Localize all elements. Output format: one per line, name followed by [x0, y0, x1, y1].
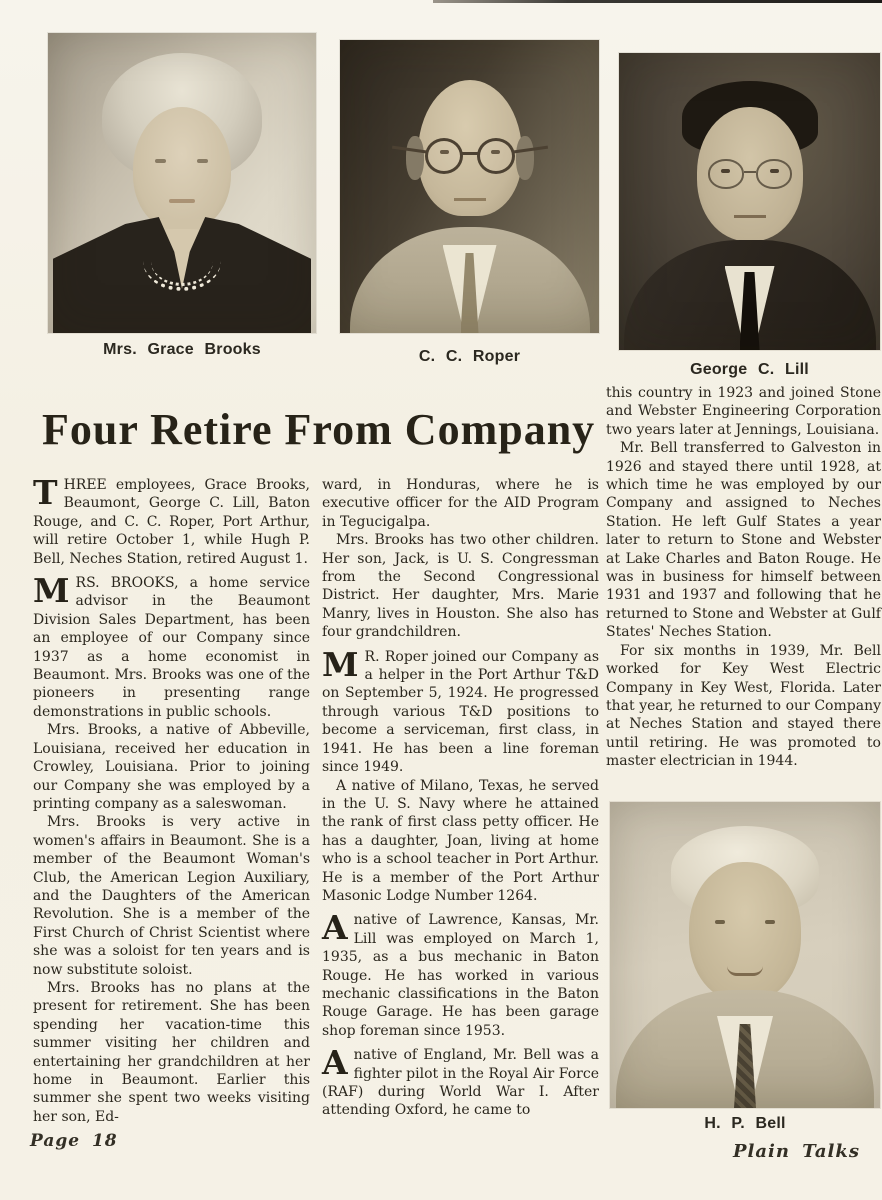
photo-hp-bell	[610, 802, 880, 1108]
photo-grace-brooks	[48, 33, 316, 333]
suit-shape	[350, 227, 590, 333]
paragraph: Mrs. Brooks has no plans at the present for retirement. She has been spending her vacation-time this summer visiting her children and entertaining her grandchildren at her home in Beaumont. Earlier this summer she spent two weeks visiting her son, Ed-	[33, 979, 310, 1125]
suit-shape	[624, 240, 876, 350]
paragraph: Mr. Bell transferred to Galveston in 1926 and stayed there until 1928, at which time he was employed by our Company and assigned to Neches Station. He left Gulf States a year later to return to Stone and Webster at Lake Charles and Baton Rouge. He was in business for himself between 1931 and 1937 and following that he returned to Stone and Webster at Gulf States' Neches Station.	[606, 440, 881, 641]
dropcap: M	[322, 644, 359, 684]
tie-shape	[740, 272, 760, 350]
eye-shape	[155, 159, 166, 163]
eye-shape	[197, 159, 208, 163]
tie-shape	[461, 253, 479, 333]
dropcap: M	[33, 571, 70, 611]
face-shape	[697, 107, 803, 241]
tie-shape	[734, 1024, 756, 1108]
dress-shape	[53, 217, 311, 333]
dropcap: T	[33, 473, 58, 512]
article-column-3	[606, 384, 881, 771]
article-column-1	[33, 473, 310, 1126]
paragraph: Mrs. Brooks is very active in women's affairs in Beaumont. She is a member of the Beaumont Woman's Club, the American Legion Auxiliary, and the Daughters of the American Revolution. She is a member of the First Church of Christ Scientist where she was a soloist for ten years and is now substitute soloist.	[33, 814, 310, 978]
hair-shape	[516, 136, 534, 180]
paragraph-text: HREE employees, Grace Brooks, Beaumont, George C. Lill, Baton Rouge, and C. C. Roper, Port Arthur, will retire October 1, while Hugh P. Bell, Neches Station, retired August 1.	[33, 477, 310, 567]
photo-caption-roper: C. C. Roper	[418, 348, 521, 365]
paragraph: Mrs. Brooks has two other children. Her son, Jack, is U. S. Congressman from the Second Congressional District. Her daughter, Mrs. Marie Manry, lives in Houston. She also has four grandchildren.	[322, 532, 599, 641]
eye-shape	[440, 150, 449, 154]
paragraph-text: RS. BROOKS, a home service advisor in the Beaumont Division Sales Department, has been an employee of our Company since 1937 as a home economist in Beaumont. Mrs. Brooks was one of the pioneers in presenting range demonstrations in public schools.	[33, 575, 310, 720]
face-shape	[418, 80, 522, 216]
mouth-shape	[169, 199, 195, 203]
paragraph	[322, 644, 599, 777]
dropcap: A	[322, 908, 348, 948]
glasses-shape	[425, 138, 463, 174]
paragraph	[322, 908, 599, 1040]
hair-shape	[671, 826, 819, 914]
hair-shape	[682, 81, 818, 153]
article-title: Four Retire From Company	[42, 405, 596, 454]
shirt-shape	[717, 1016, 773, 1108]
face-shape	[689, 862, 801, 1002]
chest-shape	[112, 229, 252, 333]
glasses-shape	[462, 152, 478, 155]
glasses-shape	[477, 138, 515, 174]
paragraph: Mrs. Brooks, a native of Abbeville, Louisiana, received her education in Crowley, Louisiana. Prior to joining our Company she was employed by a printing company as a saleswoman.	[33, 722, 310, 812]
paragraph-text: native of Lawrence, Kansas, Mr. Lill was employed on March 1, 1935, as a bus mechanic in Baton Rouge. He has worked in various mechanic classifications in the Baton Rouge Garage. He has been garage shop foreman since 1953.	[322, 912, 599, 1039]
photo-cc-roper	[340, 40, 599, 333]
glasses-shape	[756, 159, 792, 189]
paragraph: ward, in Honduras, where he is executive officer for the AID Program in Tegucigalpa.	[322, 477, 599, 530]
paragraph-text: R. Roper joined our Company as a helper in the Port Arthur T&D on September 5, 1924. He progressed through various T&D positions to become a serviceman, first class, in 1941. He has been a line foreman since 1949.	[322, 648, 599, 776]
photo-caption-bell: H. P. Bell	[704, 1115, 786, 1132]
dropcap: A	[322, 1043, 348, 1083]
paragraph: A native of Milano, Texas, he served in the U. S. Navy where he attained the rank of first class petty officer. He has a daughter, Joan, living at home who is a school teacher in Port Arthur. He is a member of the Port Arthur Masonic Lodge Number 1264.	[322, 777, 599, 904]
glasses-shape	[513, 146, 547, 154]
photo-caption-lill: George C. Lill	[690, 361, 809, 378]
neck-shape	[159, 219, 205, 253]
shirt-shape	[725, 266, 775, 350]
eye-shape	[721, 169, 730, 173]
eye-shape	[715, 920, 725, 924]
publication-name: Plain Talks	[732, 1141, 860, 1162]
eye-shape	[491, 150, 500, 154]
paragraph	[33, 473, 310, 568]
pearl-necklace-shape	[143, 231, 221, 291]
paragraph: For six months in 1939, Mr. Bell worked for Key West Electric Company in Key West, Florida. Later that year, he returned to our Company at Neches Station and stayed there until retiring. He was promoted to master electrician in 1944.	[606, 642, 881, 770]
eye-shape	[765, 920, 775, 924]
eye-shape	[770, 169, 779, 173]
photo-george-lill	[619, 53, 880, 350]
scan-edge-line	[433, 0, 882, 3]
glasses-shape	[708, 159, 744, 189]
paragraph	[322, 1043, 599, 1120]
suit-shape	[616, 990, 874, 1108]
face-shape	[133, 107, 231, 231]
paragraph-text: native of England, Mr. Bell was a fighter pilot in the Royal Air Force (RAF) during World War I. After attending Oxford, he came to	[322, 1047, 599, 1119]
mouth-shape	[734, 215, 766, 218]
pearl-necklace-shape	[151, 237, 213, 286]
article-column-2	[322, 476, 599, 1120]
hair-shape	[102, 53, 262, 181]
hair-shape	[406, 136, 424, 180]
glasses-shape	[744, 171, 756, 173]
paragraph: this country in 1923 and joined Stone and Webster Engineering Corporation two years later at Jennings, Louisiana.	[606, 385, 881, 438]
mouth-shape	[727, 966, 763, 976]
photo-caption-brooks: Mrs. Grace Brooks	[103, 341, 261, 358]
shirt-shape	[443, 245, 497, 333]
mouth-shape	[454, 198, 486, 201]
page-number: Page 18	[30, 1131, 118, 1151]
glasses-shape	[391, 146, 425, 154]
paragraph	[33, 571, 310, 721]
